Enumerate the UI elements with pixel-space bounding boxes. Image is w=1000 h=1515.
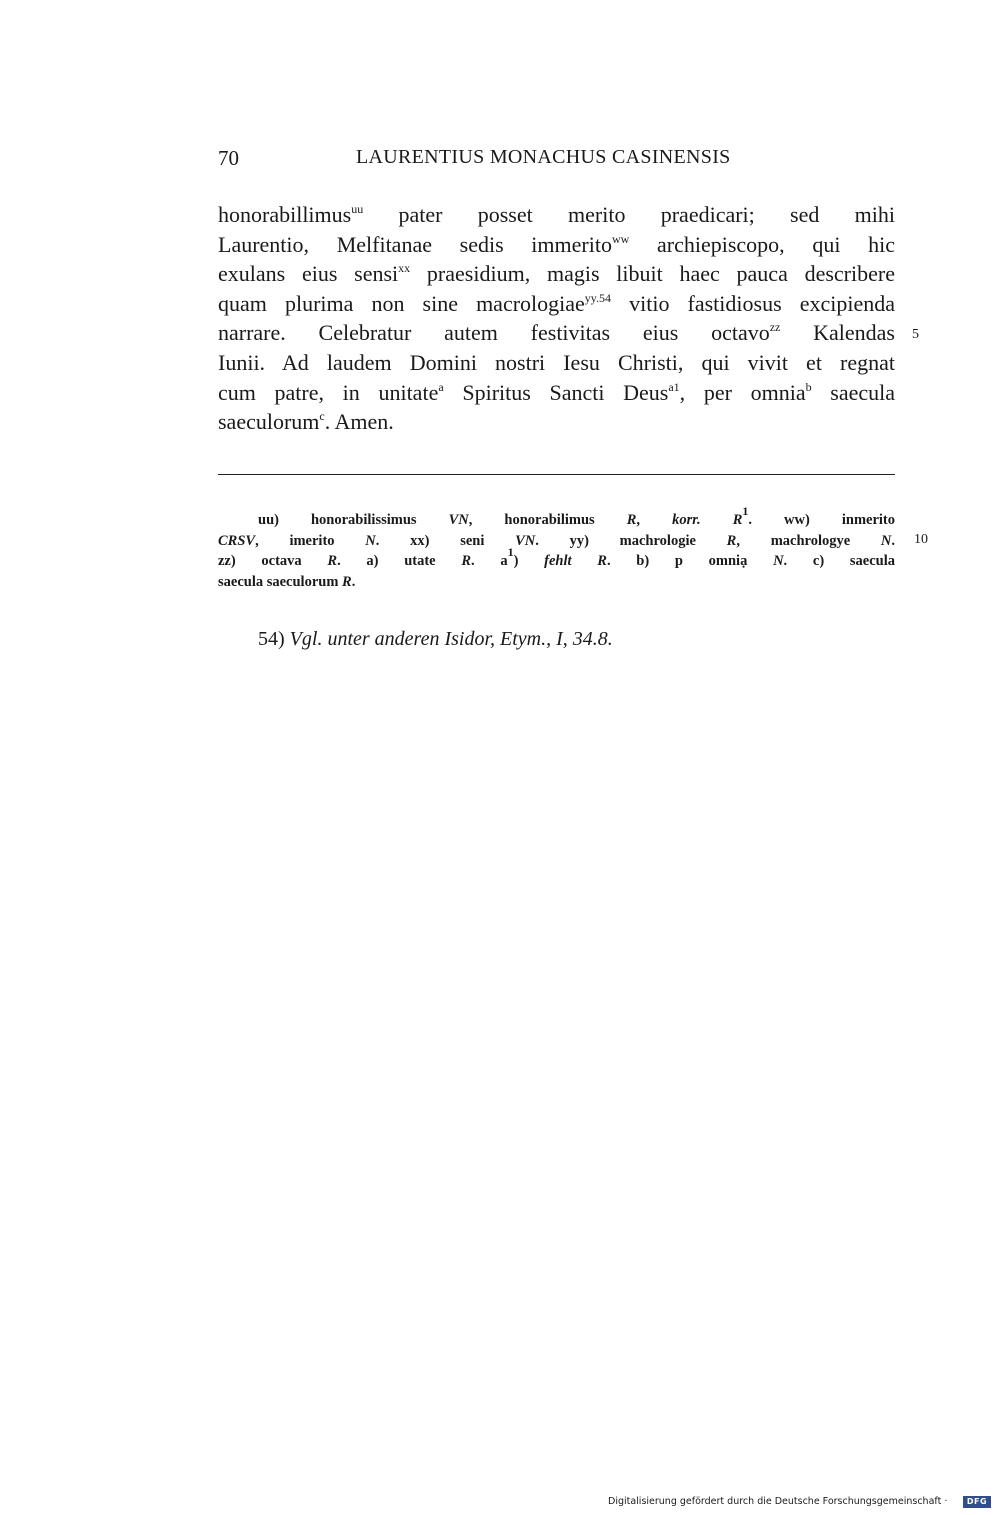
variant-mark: b [805, 379, 812, 394]
main-text-line-2: Laurentio, Melfitanae sedis immerito$^{ww}$ archiepiscopo, qui hic [218, 231, 895, 257]
variant-mark: zz [769, 320, 781, 335]
critical-apparatus [218, 504, 896, 593]
main-text-line-7: cum patre, in unitate$^a$ Spiritus Sancti Deus$^{a1}$, per omnia$^b$ saecula [218, 379, 895, 405]
line-number-10: 10 [914, 532, 928, 547]
apparatus-line-1: uu) honorabilissimus VN, honorabilimus R, korr. $R^1$. ww) inmerito [258, 504, 896, 528]
page-header [218, 146, 895, 176]
variant-mark: a1 [668, 379, 680, 394]
footnote-divider [218, 474, 895, 475]
variant-mark: ww [611, 231, 630, 246]
variant-mark: xx [398, 261, 411, 276]
line-number-5: 5 [912, 327, 919, 342]
main-text-line-3: exulans eius sensi$^{xx}$ praesidium, magis libuit haec pauca describere [218, 261, 895, 287]
main-text-line-8: saeculorum$^c$. Amen. [218, 409, 394, 435]
variant-mark: c [319, 409, 325, 424]
main-text-block [218, 200, 895, 437]
main-text-line-6: Iunii. Ad laudem Domini nostri Iesu Christi, qui vivit et regnat [218, 349, 895, 375]
variant-mark: a [438, 379, 444, 394]
digitization-credit: Digitalisierung gefördert durch die Deutsche Forschungsgemeinschaft · [608, 1496, 948, 1507]
apparatus-line-4: saecula saeculorum R. [218, 574, 356, 591]
variant-mark: yy.54 [584, 290, 612, 305]
footnote-text: Vgl. unter anderen Isidor, Etym., I, 34.8. [289, 628, 613, 650]
main-text-line-4: quam plurima non sine macrologiae$^{yy.54}$ vitio fastidiosus excipienda [218, 290, 896, 316]
apparatus-line-3: zz) octava R. a) utate R. $a^1$) fehlt R. b) p omniạ N. c) saecula [218, 545, 895, 570]
page-number: 70 [218, 146, 239, 170]
main-text-line-5: narrare. Celebratur autem festivitas eius octavo$^{zz}$ Kalendas [218, 320, 895, 346]
footnote-number: 54) [258, 628, 290, 650]
main-text-line-1: honorabillimus$^{uu}$ pater posset merito praedicari; sed mihi [218, 202, 895, 227]
apparatus-line-2: CRSV, imerito N. xx) seni VN. yy) machrologie R, machrologye N. [218, 532, 895, 549]
variant-mark: uu [351, 202, 364, 216]
running-title: LAURENTIUS MONACHUS CASINENSIS [356, 146, 731, 168]
footnote-54 [258, 628, 613, 651]
dfg-logo-icon: DFG [963, 1496, 991, 1508]
